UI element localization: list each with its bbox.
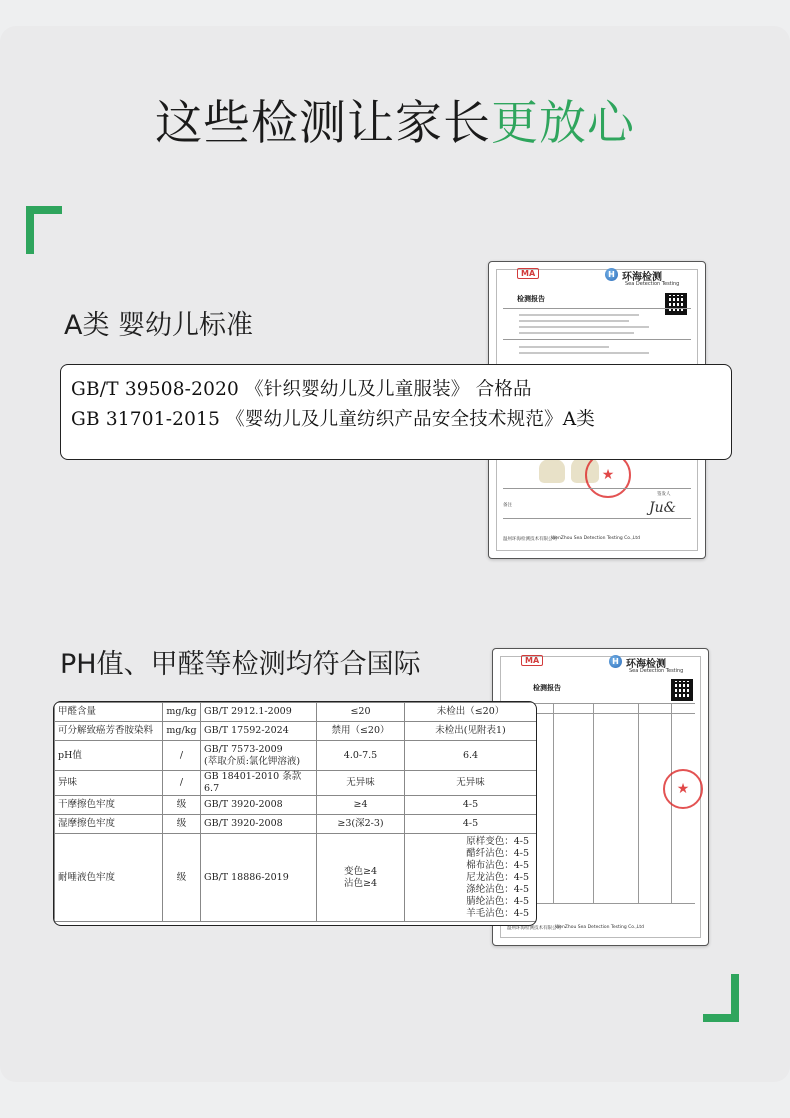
method-cell: GB/T 3920-2008	[201, 815, 317, 834]
corner-bracket-top-left	[26, 206, 62, 254]
brand-logo-icon: H	[609, 655, 622, 668]
standard-line-2: GB 31701-2015 《婴幼儿及儿童纺织产品安全技术规范》A类	[71, 409, 595, 430]
report-footer: 温州环海检测技术有限公司	[507, 926, 561, 931]
report-title: 检测报告	[533, 684, 561, 692]
brand-name-en: Sea Detection Testing	[629, 668, 684, 674]
requirement-cell: ≥4	[317, 796, 405, 815]
report-footer-en: WenZhou Sea Detection Testing Co.,Ltd	[551, 536, 640, 541]
result-cell: 无异味	[405, 771, 537, 796]
report-title: 检测报告	[517, 295, 545, 303]
red-seal-stamp: ★	[585, 452, 631, 498]
table-row	[55, 796, 537, 815]
report-footer-en: WenZhou Sea Detection Testing Co.,Ltd	[555, 925, 644, 930]
report-footer: 温州环海检测技术有限公司	[503, 537, 557, 542]
requirement-cell: ≥3(深2-3)	[317, 815, 405, 834]
test-item-cell: pH值	[55, 741, 163, 771]
result-cell: 未检出（≤20）	[405, 703, 537, 722]
cma-logo: MA	[521, 655, 543, 666]
brand-name: 环海检测	[626, 659, 666, 670]
table-row	[55, 722, 537, 741]
section-label-a-class: A类 婴幼儿标准	[64, 310, 254, 341]
test-item-cell: 干摩擦色牢度	[55, 796, 163, 815]
method-cell: GB/T 17592-2024	[201, 722, 317, 741]
unit-cell: mg/kg	[163, 703, 201, 722]
test-item-cell: 异味	[55, 771, 163, 796]
brand-name-en: Sea Detection Testing	[625, 281, 680, 287]
page-title-highlight: 更放心	[491, 96, 635, 151]
result-cell: 4-5	[405, 796, 537, 815]
method-cell: GB/T 7573-2009 (萃取介质:氯化钾溶液)	[201, 741, 317, 771]
result-cell: 4-5	[405, 815, 537, 834]
requirement-cell: 变色≥4 沾色≥4	[317, 834, 405, 922]
unit-cell: 级	[163, 815, 201, 834]
signer-label: 签发人	[657, 492, 671, 497]
test-item-cell: 可分解致癌芳香胺染料	[55, 722, 163, 741]
report-image-1: MA H 环海检测 Sea Detection Testing 检测报告 ★ 备注 签发人 Ju& 温州环海检测技术有限公司 WenZhou Sea Detection Testing Co.,Ltd	[488, 261, 706, 559]
results-table	[53, 701, 537, 926]
brand-name: 环海检测	[622, 272, 662, 283]
unit-cell: /	[163, 771, 201, 796]
method-cell: GB/T 2912.1-2009	[201, 703, 317, 722]
test-item-cell: 湿摩擦色牢度	[55, 815, 163, 834]
requirement-cell: ≤20	[317, 703, 405, 722]
result-cell: 未检出(见附表1)	[405, 722, 537, 741]
fabric-sample	[539, 459, 565, 483]
standard-line-1: GB/T 39508-2020 《针织婴幼儿及儿童服装》 合格品	[71, 379, 532, 400]
table-row	[55, 771, 537, 796]
requirement-cell: 禁用（≤20）	[317, 722, 405, 741]
unit-cell: /	[163, 741, 201, 771]
qr-code-icon	[665, 293, 687, 315]
method-cell: GB/T 18886-2019	[201, 834, 317, 922]
test-item-cell: 耐唾液色牢度	[55, 834, 163, 922]
cma-logo: MA	[517, 268, 539, 279]
unit-cell: mg/kg	[163, 722, 201, 741]
requirement-cell: 4.0-7.5	[317, 741, 405, 771]
result-cell: 原样变色：4-5 醋纤沾色：4-5 棉布沾色：4-5 尼龙沾色：4-5 涤纶沾色：4-5 腈纶沾色：4-5 羊毛沾色：4-5	[405, 834, 537, 922]
unit-cell: 级	[163, 834, 201, 922]
method-cell: GB/T 3920-2008	[201, 796, 317, 815]
test-item-cell: 甲醛含量	[55, 703, 163, 722]
page-title: 这些检测让家长更放心	[155, 96, 635, 151]
standards-box	[60, 364, 732, 460]
corner-bracket-bottom-right	[703, 974, 739, 1022]
unit-cell: 级	[163, 796, 201, 815]
section-label-ph: PH值、甲醛等检测均符合国际	[60, 649, 421, 680]
method-cell: GB 18401-2010 条款6.7	[201, 771, 317, 796]
requirement-cell: 无异味	[317, 771, 405, 796]
brand-logo-icon: H	[605, 268, 618, 281]
red-seal-stamp: ★	[663, 769, 703, 809]
qr-code-icon	[671, 679, 693, 701]
table-row	[55, 741, 537, 771]
result-cell: 6.4	[405, 741, 537, 771]
signature: Ju&	[649, 500, 677, 516]
table-row	[55, 703, 537, 722]
table-row	[55, 815, 537, 834]
table-row	[55, 834, 537, 922]
